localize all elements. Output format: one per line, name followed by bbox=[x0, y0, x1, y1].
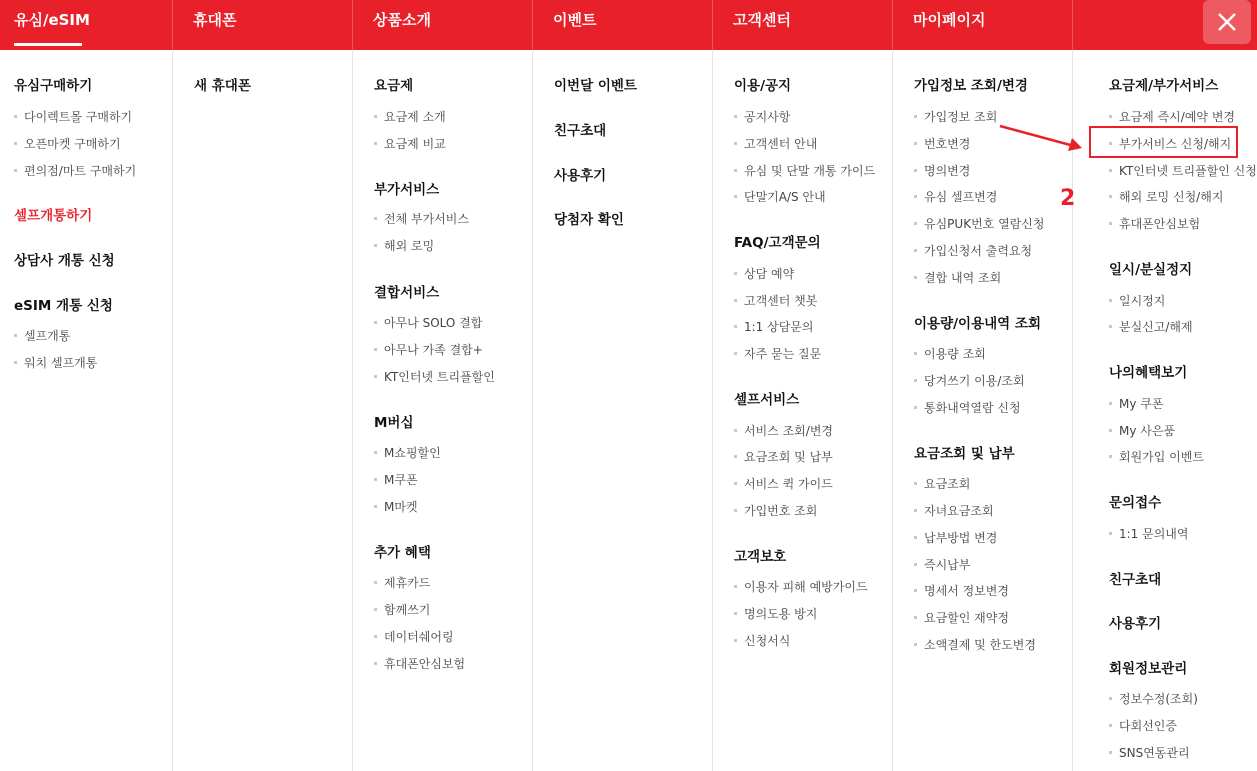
menu-link-partner-card[interactable]: 제휴카드 bbox=[374, 574, 430, 591]
menu-link-subscription-lookup[interactable]: 가입정보 조회 bbox=[914, 108, 997, 125]
annotation-arrow-icon bbox=[996, 120, 1086, 154]
menu-heading-extra-benefits[interactable]: 추가 혜택 bbox=[374, 545, 431, 561]
menu-heading-bundle-services[interactable]: 결합서비스 bbox=[374, 285, 440, 301]
menu-link-one-on-one[interactable]: 1:1 상담문의 bbox=[734, 318, 814, 335]
menu-link-usage-lookup[interactable]: 이용량 조회 bbox=[914, 345, 986, 362]
menu-heading-usage-history[interactable]: 이용량/이용내역 조회 bbox=[914, 316, 1041, 332]
menu-link-my-coupon[interactable]: My 쿠폰 bbox=[1109, 395, 1163, 412]
tab-events[interactable] bbox=[532, 0, 712, 50]
menu-link-info-edit[interactable]: 정보수정(조회) bbox=[1109, 690, 1198, 707]
menu-heading-self-activation[interactable]: 셀프개통하기 bbox=[14, 208, 93, 224]
menu-link-all-addons[interactable]: 전체 부가서비스 bbox=[374, 210, 469, 227]
tab-label: 휴대폰 bbox=[193, 11, 237, 29]
close-icon bbox=[1217, 12, 1237, 32]
menu-link-roaming-apply[interactable]: 해외 로밍 신청/해지 bbox=[1109, 188, 1223, 205]
menu-link-billing-payment[interactable]: 요금조회 및 납부 bbox=[734, 448, 833, 465]
menu-link-quick-guide[interactable]: 서비스 퀵 가이드 bbox=[734, 475, 833, 492]
menu-link-puk-request[interactable]: 유심PUK번호 열람신청 bbox=[914, 215, 1044, 232]
menu-column-mypage-services bbox=[1072, 50, 1257, 771]
menu-heading-plans[interactable]: 요금제 bbox=[374, 78, 414, 94]
menu-heading-invite-friend-2[interactable]: 친구초대 bbox=[1109, 572, 1162, 588]
menu-heading-plan-addons[interactable]: 요금제/부가서비스 bbox=[1109, 78, 1219, 94]
menu-link-center-info[interactable]: 고객센터 안내 bbox=[734, 135, 817, 152]
menu-link-statement-change[interactable]: 명세서 정보변경 bbox=[914, 582, 1009, 599]
menu-column-mypage bbox=[892, 50, 1072, 771]
menu-heading-addon-services[interactable]: 부가서비스 bbox=[374, 182, 440, 198]
menu-link-sns-link[interactable]: SNS연동관리 bbox=[1109, 744, 1190, 761]
menu-link-inquiry-history[interactable]: 1:1 문의내역 bbox=[1109, 525, 1189, 542]
tab-label: 유심/eSIM bbox=[14, 11, 90, 29]
menu-column-events bbox=[532, 50, 712, 771]
menu-link-identity-theft[interactable]: 명의도용 방지 bbox=[734, 605, 817, 622]
menu-link-temporary-suspend[interactable]: 일시정지 bbox=[1109, 292, 1165, 309]
tab-mypage[interactable] bbox=[892, 0, 1072, 50]
menu-heading-new-phone[interactable]: 새 휴대폰 bbox=[194, 78, 251, 94]
menu-heading-usim-purchase[interactable]: 유심구매하기 bbox=[14, 78, 93, 94]
annotation-step-number: 2 bbox=[1060, 186, 1076, 211]
tab-phones[interactable] bbox=[172, 0, 352, 50]
menu-link-discount-renewal[interactable]: 요금할인 재약정 bbox=[914, 609, 1009, 626]
menu-link-watch-activation[interactable]: 워치 셀프개통 bbox=[14, 354, 97, 371]
top-navigation-bar bbox=[0, 0, 1257, 50]
menu-heading-monthly-event[interactable]: 이번달 이벤트 bbox=[554, 78, 637, 94]
menu-heading-my-benefits[interactable]: 나의혜택보기 bbox=[1109, 365, 1188, 381]
tab-label: 고객센터 bbox=[733, 11, 791, 29]
menu-link-number-lookup[interactable]: 가입번호 조회 bbox=[734, 502, 817, 519]
menu-link-self-activation[interactable]: 셀프개통 bbox=[14, 327, 70, 344]
menu-link-data-sharing[interactable]: 데이터쉐어링 bbox=[374, 628, 454, 645]
menu-column-phones bbox=[172, 50, 352, 771]
menu-heading-winners[interactable]: 당첨자 확인 bbox=[554, 212, 624, 228]
menu-link-service-change[interactable]: 서비스 조회/변경 bbox=[734, 422, 833, 439]
menu-link-data-advance[interactable]: 당겨쓰기 이용/조회 bbox=[914, 372, 1025, 389]
tab-label: 상품소개 bbox=[373, 11, 431, 29]
menu-heading-subscription-info[interactable]: 가입정보 조회/변경 bbox=[914, 78, 1028, 94]
menu-link-number-change[interactable]: 번호변경 bbox=[914, 135, 970, 152]
menu-heading-self-service[interactable]: 셀프서비스 bbox=[734, 392, 800, 408]
menu-heading-esim-activation[interactable]: eSIM 개통 신청 bbox=[14, 298, 113, 314]
menu-link-convenience-store[interactable]: 편의점/마트 구매하기 bbox=[14, 162, 136, 179]
menu-link-phone-insurance[interactable]: 휴대폰안심보험 bbox=[374, 655, 465, 672]
menu-link-bundle-history[interactable]: 결합 내역 조회 bbox=[914, 269, 1001, 286]
menu-link-payment-method[interactable]: 납부방법 변경 bbox=[914, 529, 997, 546]
menu-link-damage-prevention[interactable]: 이용자 피해 예방가이드 bbox=[734, 578, 868, 595]
menu-heading-agent-activation[interactable]: 상담사 개통 신청 bbox=[14, 253, 115, 269]
menu-link-my-gifts[interactable]: My 사은품 bbox=[1109, 422, 1175, 439]
menu-heading-reviews-2[interactable]: 사용후기 bbox=[1109, 616, 1162, 632]
menu-column-usim bbox=[0, 50, 172, 771]
menu-link-roaming[interactable]: 해외 로밍 bbox=[374, 237, 434, 254]
menu-link-child-bill[interactable]: 자녀요금조회 bbox=[914, 502, 994, 519]
menu-heading-billing[interactable]: 요금조회 및 납부 bbox=[914, 446, 1015, 462]
menu-link-family-bundle[interactable]: 아무나 가족 결합+ bbox=[374, 341, 483, 358]
menu-link-name-change[interactable]: 명의변경 bbox=[914, 162, 970, 179]
menu-link-usim-self-change[interactable]: 유심 셀프변경 bbox=[914, 188, 997, 205]
menu-link-plan-change[interactable]: 요금제 즉시/예약 변경 bbox=[1109, 108, 1235, 125]
menu-link-activation-guide[interactable]: 유심 및 단말 개통 가이드 bbox=[734, 162, 875, 179]
menu-heading-invite-friend[interactable]: 친구초대 bbox=[554, 123, 607, 139]
menu-heading-suspension[interactable]: 일시/분실정지 bbox=[1109, 262, 1193, 278]
menu-link-forms[interactable]: 신청서식 bbox=[734, 632, 790, 649]
menu-heading-usage-notice[interactable]: 이용/공지 bbox=[734, 78, 792, 94]
menu-link-micropayment-limit[interactable]: 소액결제 및 한도변경 bbox=[914, 636, 1036, 653]
annotation-highlight-box bbox=[1089, 126, 1238, 158]
menu-column-products bbox=[352, 50, 532, 771]
menu-link-plan-compare[interactable]: 요금제 비교 bbox=[374, 135, 446, 152]
menu-link-addon-subscribe[interactable]: 부가서비스 신청/해지 bbox=[1109, 135, 1231, 152]
menu-link-notice[interactable]: 공지사항 bbox=[734, 108, 790, 125]
close-menu-button[interactable] bbox=[1203, 0, 1251, 44]
menu-link-kt-triple[interactable]: KT인터넷 트리플할인 bbox=[374, 368, 495, 385]
menu-link-plan-intro[interactable]: 요금제 소개 bbox=[374, 108, 446, 125]
menu-link-insurance[interactable]: 휴대폰안심보험 bbox=[1109, 215, 1200, 232]
menu-link-application-print[interactable]: 가입신청서 출력요청 bbox=[914, 242, 1032, 259]
tab-products[interactable] bbox=[352, 0, 532, 50]
menu-link-chatbot[interactable]: 고객센터 챗봇 bbox=[734, 292, 817, 309]
menu-link-kt-triple-apply[interactable]: KT인터넷 트리플할인 신청 bbox=[1109, 162, 1257, 179]
menu-link-lost-report[interactable]: 분실신고/해제 bbox=[1109, 318, 1193, 335]
tab-customer-center[interactable] bbox=[712, 0, 892, 50]
menu-link-faq[interactable]: 자주 묻는 질문 bbox=[734, 345, 821, 362]
menu-link-instant-payment[interactable]: 즉시납부 bbox=[914, 556, 970, 573]
menu-link-multi-line-auth[interactable]: 다회선인증 bbox=[1109, 717, 1177, 734]
menu-column-customer-center bbox=[712, 50, 892, 771]
tab-label: 이벤트 bbox=[553, 11, 597, 29]
menu-heading-faq[interactable]: FAQ/고객문의 bbox=[734, 235, 821, 251]
menu-link-share-use[interactable]: 함께쓰기 bbox=[374, 601, 430, 618]
menu-heading-reviews[interactable]: 사용후기 bbox=[554, 168, 607, 184]
menu-link-as-info[interactable]: 단말기A/S 안내 bbox=[734, 188, 826, 205]
menu-link-signup-event[interactable]: 회원가입 이벤트 bbox=[1109, 448, 1204, 465]
menu-link-m-market[interactable]: M마켓 bbox=[374, 498, 418, 515]
active-tab-underline bbox=[14, 43, 82, 46]
menu-heading-customer-protection[interactable]: 고객보호 bbox=[734, 549, 787, 565]
menu-link-m-shopping[interactable]: M쇼핑할인 bbox=[374, 444, 441, 461]
menu-link-call-history[interactable]: 통화내역열람 신청 bbox=[914, 399, 1021, 416]
menu-link-bill-lookup[interactable]: 요금조회 bbox=[914, 475, 970, 492]
tab-usim-esim[interactable] bbox=[0, 0, 172, 50]
menu-heading-membership[interactable]: M버십 bbox=[374, 415, 414, 431]
menu-heading-inquiries[interactable]: 문의접수 bbox=[1109, 495, 1162, 511]
tab-label: 마이페이지 bbox=[913, 11, 986, 29]
menu-link-solo-bundle[interactable]: 아무나 SOLO 결합 bbox=[374, 314, 482, 331]
menu-heading-member-info[interactable]: 회원정보관리 bbox=[1109, 661, 1188, 677]
menu-link-open-market[interactable]: 오픈마켓 구매하기 bbox=[14, 135, 121, 152]
menu-link-consult-booking[interactable]: 상담 예약 bbox=[734, 265, 794, 282]
menu-link-direct-mall[interactable]: 다이렉트몰 구매하기 bbox=[14, 108, 132, 125]
menu-link-m-coupon[interactable]: M쿠폰 bbox=[374, 471, 418, 488]
